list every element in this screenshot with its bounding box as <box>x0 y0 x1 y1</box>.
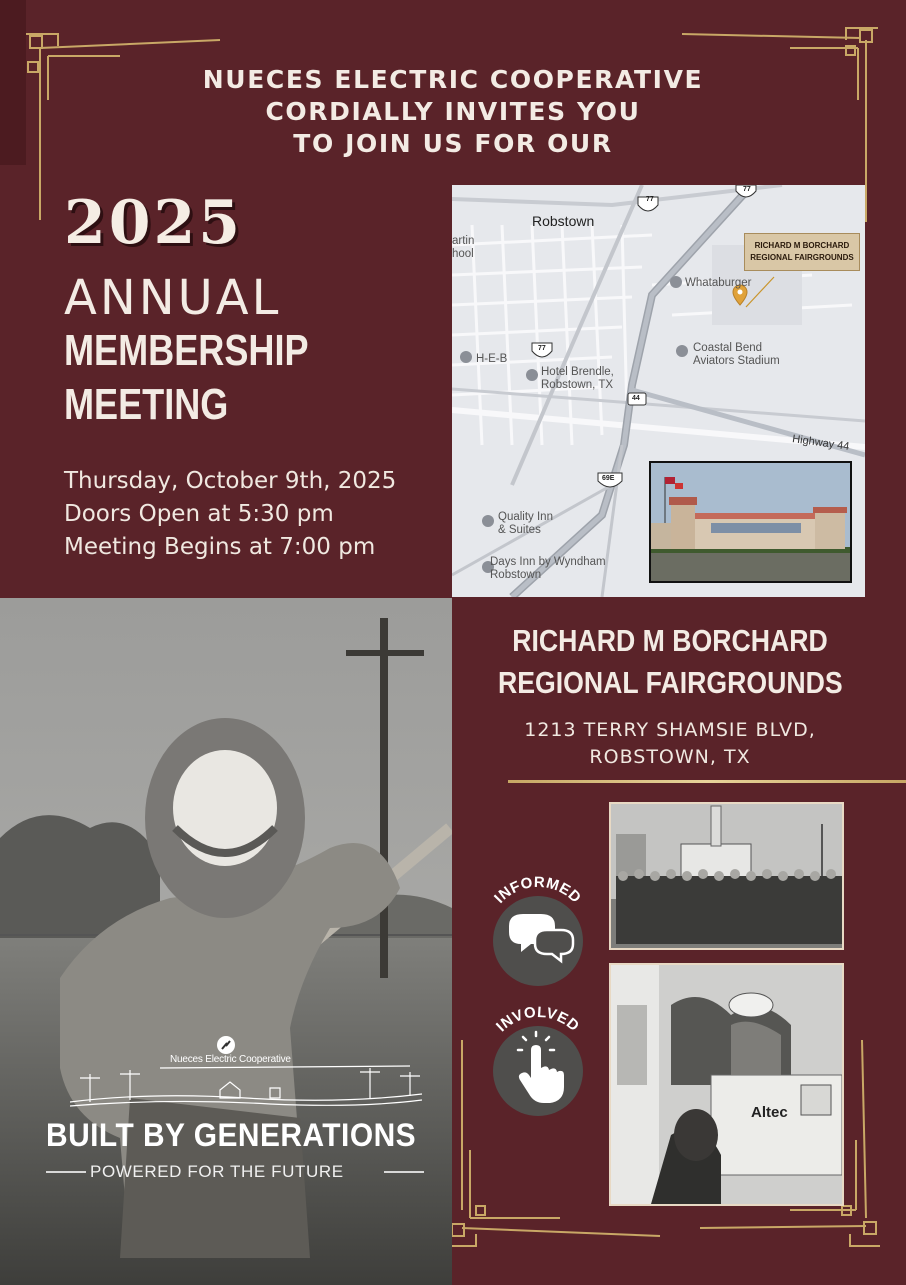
venue-address-line-1: 1213 TERRY SHAMSIE BLVD, <box>524 719 816 741</box>
map-stadium-line-2: Aviators Stadium <box>693 355 780 367</box>
map-heb-label: H-E-B <box>476 353 508 365</box>
map-days-line-2: Robstown <box>490 569 542 581</box>
event-title <box>64 324 309 432</box>
cooperative-name: Nueces Electric Cooperative <box>170 1054 291 1065</box>
map-shield-77-a: 77 <box>646 196 654 203</box>
map-callout-line-1: RICHARD M BORCHARD <box>754 241 850 250</box>
map-hotel-line-1: Hotel Brendle, <box>541 366 614 378</box>
informed-badge <box>493 896 583 986</box>
brand-subtagline: POWERED FOR THE FUTURE <box>90 1162 344 1181</box>
tap-hand-icon <box>493 1026 583 1116</box>
map-stadium-line-1: Coastal Bend <box>693 342 763 354</box>
member-group-image <box>611 804 842 948</box>
map-shield-77-c: 77 <box>538 345 546 352</box>
bucket-truck-photo <box>609 963 844 1206</box>
map-hotel-line-2: Robstown, TX <box>541 379 614 391</box>
map-hotel-label <box>541 366 614 392</box>
event-schedule <box>64 465 396 564</box>
map-callout-line-2: REGIONAL FAIRGROUNDS <box>750 253 854 262</box>
map-shield-69e: 69E <box>602 475 615 482</box>
map-school-line-1: artin <box>452 235 475 247</box>
map-days-line-1: Days Inn by Wyndham <box>490 556 606 568</box>
venue-photo <box>649 461 852 583</box>
venue-name <box>498 620 842 704</box>
event-doors-open: Doors Open at 5:30 pm <box>64 501 334 527</box>
member-group-photo <box>609 802 844 950</box>
truck-brand-text: Altec <box>751 1104 788 1121</box>
map-quality-inn-label <box>498 511 553 537</box>
venue-name-line-2: REGIONAL FAIRGROUNDS <box>498 665 843 700</box>
map-quality-line-2: & Suites <box>498 524 541 536</box>
informed-label: INFORMED <box>491 873 585 907</box>
bucket-truck-image <box>611 965 842 1204</box>
gold-divider <box>508 780 906 783</box>
event-meeting-begins: Meeting Begins at 7:00 pm <box>64 534 376 560</box>
map-town-label: Robstown <box>532 213 595 229</box>
subtagline-rule-left <box>46 1171 86 1173</box>
venue-name-line-1: RICHARD M BORCHARD <box>512 623 828 658</box>
involved-badge <box>493 1026 583 1116</box>
venue-building-image <box>651 463 850 581</box>
header-line-1: NUECES ELECTRIC COOPERATIVE <box>202 65 704 94</box>
venue-address <box>470 717 870 771</box>
event-title-line-2: MEETING <box>64 380 229 429</box>
location-map <box>452 185 865 597</box>
map-venue-callout <box>744 233 860 271</box>
map-school-label <box>452 235 474 261</box>
invitation-header <box>150 64 756 160</box>
event-year: 2025 <box>64 188 243 258</box>
map-days-inn-label <box>490 556 606 582</box>
map-highway-label: Highway 44 <box>791 433 851 453</box>
header-line-3: TO JOIN US FOR OUR <box>293 129 613 158</box>
map-school-line-2: hool <box>452 248 474 260</box>
event-date: Thursday, October 9th, 2025 <box>64 468 397 494</box>
event-annual: ANNUAL <box>64 270 282 326</box>
map-stadium-label <box>693 342 780 368</box>
cooperative-logo-icon <box>216 1035 236 1055</box>
map-whataburger-label: Whataburger <box>685 277 752 289</box>
brand-tagline: BUILT BY GENERATIONS <box>46 1117 417 1153</box>
map-quality-line-1: Quality Inn <box>498 511 553 523</box>
header-line-2: CORDIALLY INVITES YOU <box>265 97 641 126</box>
event-title-line-1: MEMBERSHIP <box>64 326 309 375</box>
map-shield-44: 44 <box>632 395 640 402</box>
landscape-line-art <box>70 1064 422 1110</box>
involved-label: INVOLVED <box>492 1003 583 1036</box>
venue-address-line-2: ROBSTOWN, TX <box>589 746 751 768</box>
map-shield-77-b: 77 <box>743 186 751 193</box>
subtagline-rule-right <box>384 1171 424 1173</box>
chat-bubbles-icon <box>493 896 583 986</box>
